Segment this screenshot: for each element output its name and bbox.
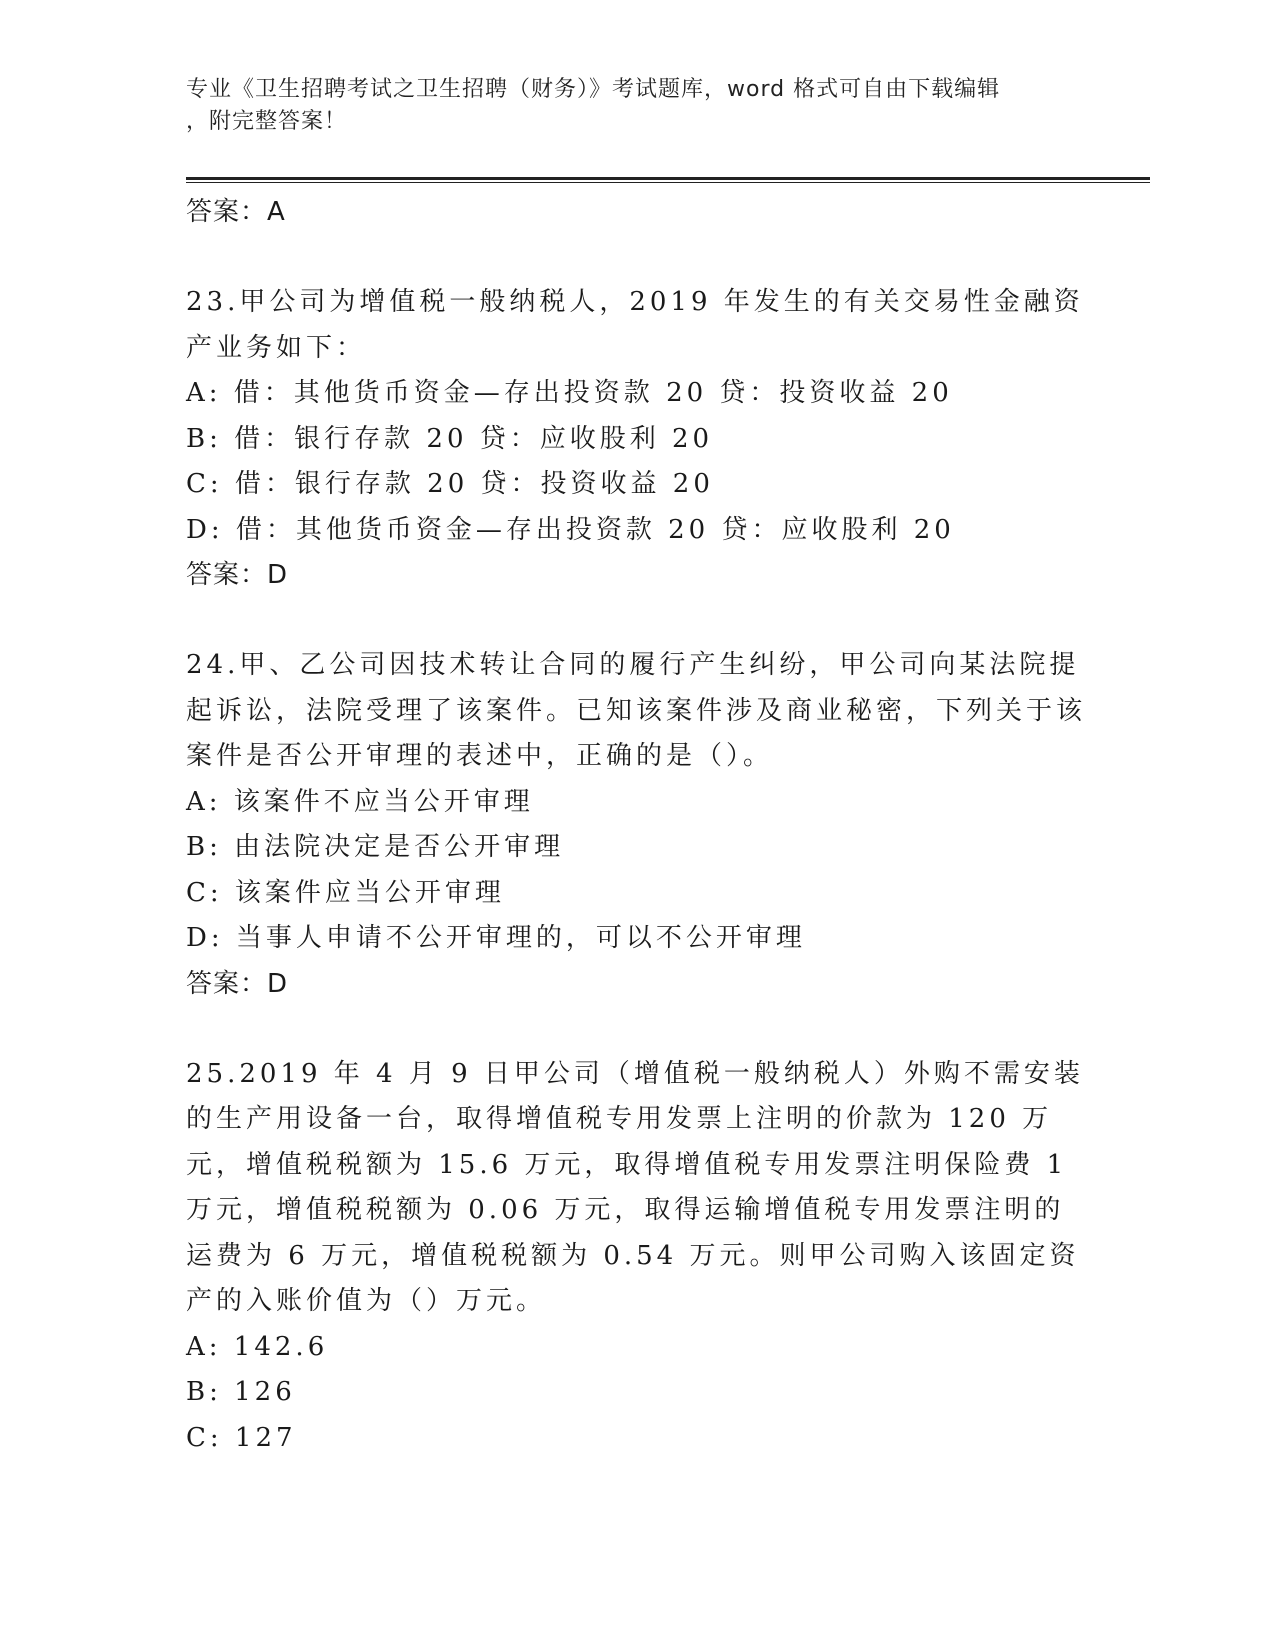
answer-label: 答案：D [186,560,289,590]
question-block-23 [186,280,1086,597]
header-line-1: 专业《卫生招聘考试之卫生招聘（财务）》考试题库，word 格式可自由下载编辑 [186,77,1001,102]
option-b: B: 126 [186,1377,296,1407]
question-text: 23.甲公司为增值税一般纳税人，2019 年发生的有关交易性金融资产业务如下： [186,287,1084,363]
document-body [186,190,1086,1461]
option-c: C: 借：银行存款 20 贷：投资收益 20 [186,469,714,499]
header-rule-thick [186,177,1150,180]
option-b: B: 借：银行存款 20 贷：应收股利 20 [186,423,714,454]
option-c: C: 127 [186,1422,297,1453]
question-text: 24.甲、乙公司因技术转让合同的履行产生纠纷，甲公司向某法院提起诉讼，法院受理了该案件。已知该案件涉及商业秘密，下列关于该案件是否公开审理的表述中，正确的是（）。 [186,650,1087,771]
question-text: 25.2019 年 4 月 9 日甲公司（增值税一般纳税人）外购不需安装的生产用设备一台，取得增值税专用发票上注明的价款为 120 万元，增值税税额为 15.6 万元，取得增值税专用发票注明保险费 1 万元，增值税税额为 0.06 万元，取得运输增值税专用发票注明的运费为 6 万元，增值税税额为 0.54 万元。则甲公司购入该固定资产的入账价值为（）万元。 [186,1058,1084,1316]
answer-label: 答案：A [186,197,286,227]
answer-label: 答案：D [186,968,289,999]
header-line-2: ，附完整答案！ [186,109,348,134]
option-a: A: 该案件不应当公开审理 [186,786,534,817]
option-d: D: 当事人申请不公开审理的，可以不公开审理 [186,923,806,953]
document-header [186,74,1086,138]
option-a: A: 借：其他货币资金—存出投资款 20 贷：投资收益 20 [186,378,953,408]
header-rule-thin [186,182,1150,183]
question-block-24 [186,643,1086,1006]
question-block-25 [186,1052,1086,1462]
option-c: C: 该案件应当公开审理 [186,877,505,908]
option-d: D: 借：其他货币资金—存出投资款 20 贷：应收股利 20 [186,514,955,545]
option-b: B: 由法院决定是否公开审理 [186,832,565,862]
option-a: A: 142.6 [186,1331,329,1362]
